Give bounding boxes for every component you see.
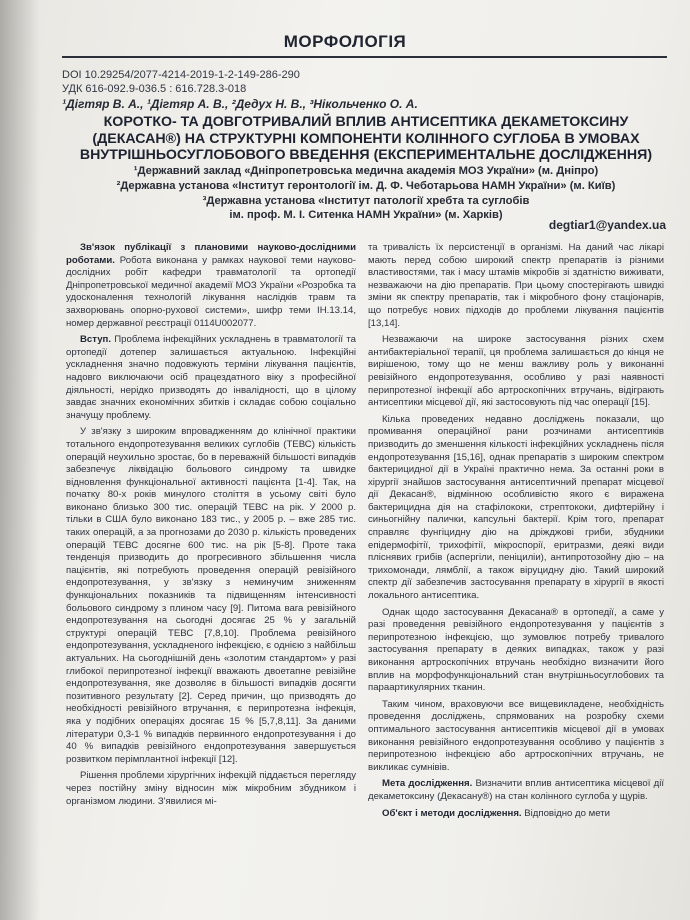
paper-title: КОРОТКО- ТА ДОВГОТРИВАЛИЙ ВПЛИВ АНТИСЕПТИКА ДЕКАМЕТОКСИНУ (ДЕКАСАН®) НА СТРУКТУРНІ КОМПОНЕНТИ КОЛІННОГО СУГЛОБА В УМОВАХ ВНУТРІШНЬОСУГЛОБОВОГО ВВЕДЕННЯ (ЕКСПЕРИМЕНТАЛЬНЕ ДОСЛІДЖЕННЯ) — [79, 114, 653, 163]
body-paragraph: Таким чином, враховуючи все вищевикладене, необхідність проведення досліджень, спрямованих на розробку схеми оптимального застосування антисептиків місцевої дії в умовах виконання ревізійного ендопротезування особливо у пацієнтів з перипротезною інфекцією або артроскопічних втручань, не викликає сумнівів. — [368, 698, 664, 773]
contact-email: degtiar1@yandex.ua — [548, 218, 666, 232]
udk-line: УДК 616-092.9-036.5 : 616.728.3-018 — [62, 83, 247, 95]
aim-text: Визначити вплив антисептика місцевої дії декаметоксину (Декасану®) на стан колінного суглоба у щурів. — [368, 778, 664, 802]
methods-paragraph — [368, 808, 664, 821]
body-paragraph: Незважаючи на широке застосування різних схем антибактеріальної терапії, ця проблема залишається до кінця не вирішеною, тому що не менш важливу роль у виконанні ревізійного ендопротезування, особливо у разі наявності перипротезної інфекції або артроскопічних втручань, відіграють антисептики місцевої дії, які застосовують під час операції [15]. — [368, 334, 664, 409]
affiliation-3: ³Державна установа «Інститут патології хребта та суглобів — [202, 195, 530, 207]
funding-paragraph — [66, 242, 356, 330]
body-paragraph: Кілька проведених недавно досліджень показали, що промивання операційної рани розчинами антисептиків призводить до зменшення кількості інфекційних ускладнень після ендопротезування [15,16], однак препаратів з широким спектром бактерицидної дії в Україні практично нема. За останні роки в хірургії знайшов застосування антисептичний препарат місцевої дії Декасан®, відмінною особливістю якого є виражена бактерицидна дія на стафілококи, стрептококи, дифтерійну і синьогнійну палички, капсульні бактерії. Крім того, препарат справляє фунгіцидну дію на дріжджові гриби, збудники епідермофітії, трихофітії, мікроспорії, еритразми, деякі види пліснявих грибів (аспергіли, пеніциліи), антипротозойну дію – на трихомонади, лямблії, а також віруцидну дію. Такий широкий спектр дії забезпечив застосування препарату в хірургії в якості локального антисептика. — [368, 413, 664, 602]
left-column — [66, 242, 356, 812]
body-paragraph: та тривалість їх персистенції в організмі. На даний час лікарі мають перед собою широкий спектр препаратів із різними властивостями, так і масу штамів мікробів зі здатністю виживати, незважаючи на дію препаратів. При цьому спостерігають швидкі зміни як спектру препаратів, так і мікробного фону стаціонарів, що потребує нових підходів до проблеми лікування пацієнтів [13,14]. — [368, 242, 664, 329]
body-paragraph: Рішення проблеми хірургічних інфекцій піддається перегляду через постійну зміну відносин між мікробним збудником і організмом людини. З'явилися мі- — [66, 770, 356, 807]
aim-lead: Мета дослідження. — [382, 778, 473, 790]
right-column — [368, 242, 664, 824]
aim-paragraph — [368, 778, 664, 803]
page-edge-shadow — [0, 0, 40, 920]
affiliation-3-cont: ім. проф. М. І. Ситенка НАМН України» (м. Харків) — [229, 209, 503, 221]
header-rule — [62, 56, 667, 58]
body-paragraph: У зв'язку з широким впровадженням до клінічної практики тотального ендопротезування великих суглобів (ТЕВС) кількість операцій неухильно зростає, бо в переважній більшості випадків забезпечує ліквідацію больового синдрому та швидке відновлення функціональної активності пацієнта [1-4]. Так, на початку 80-х років минулого століття в усьому світі було виконано близько 300 тис. операцій ТЕВС на рік. У 2000 р. тільки в США було виконано 183 тис., у 2005 р. – вже 285 тис. таких операцій, а за прогнозами до 2030 р. кількість проведених операцій ТЕВС досягне 600 тис. на рік [5-8]. Проте така тенденція призводить до прогресивного збільшення числа пацієнтів, які потребують проведення операцій ревізійного ендопротезування, у зв'язку з неминучим зниженням функціональних показників та підвищенням інтенсивності больового синдрому з плином часу [9]. Питома вага ревізійного ендопротезування на сьогодні досягає 25 % у загальній структурі операцій ТЕВС [7,8,10]. Проблема ревізійного ендопротезування, ускладненого інфекцією, є однією з найбільш актуальних. На сьогоднішній день «золотим стандартом» у разі глибокої перипротезної інфекції вважають двоетапне ревізійне ендопротезування, яке дозволяє в більшості випадків досягти позитивного результату [2]. Серед причин, що призводять до необхідності ревізійного втручання, є перипротезна інфекція, яка у подібних операціях досягає 15 % [5,7,8,11]. За даними літератури 0,3-1 % випадків первинного ендопротезування і до 40 % випадків ревізійного ендопротезування завершується розвитком перімплантної інфекції [12]. — [66, 426, 356, 765]
body-paragraph: Однак щодо застосування Декасана® в ортопедії, а саме у разі проведення ревізійного ендопротезування у пацієнтів з перипротезною інфекцією, що зумовлює потребу тривалого застосування препарату в деяких випадках, також у разі виконання артроскопічних втручань необхідно визначити його вплив на морфофункціональний стан внутрішньосуглобових та параартикулярних тканин. — [368, 606, 664, 694]
doi-line: DOI 10.29254/2077-4214-2019-1-2-149-286-290 — [62, 69, 300, 81]
affiliation-1: ¹Державний заклад «Дніпропетровська медична академія МОЗ України» (м. Дніпро) — [133, 165, 599, 177]
intro-paragraph — [66, 334, 356, 422]
funding-text: Робота виконана у рамках наукової теми науково-дослідних робіт кафедри травматології та ортопедії Дніпропетровської медичної академії МОЗ України «Розробка та удосконалення технологій лікування наслідків травм та захворювань опорно-рухової системи», шифр теми ІН.13.14, номер державної реєстрації 0114U002077. — [66, 254, 356, 329]
section-heading: МОРФОЛОГІЯ — [283, 32, 407, 51]
intro-lead: Вступ. — [80, 334, 111, 346]
funding-lead: Зв'язок публікації з плановими науково-дослідними роботами. — [66, 242, 356, 266]
affiliation-2: ²Державна установа «Інститут геронтології ім. Д. Ф. Чеботарьова НАМН України» (м. Київ) — [116, 180, 616, 192]
methods-text: Відповідно до мети — [521, 807, 611, 819]
methods-lead: Об'єкт і методи дослідження. — [382, 807, 522, 819]
author-list: ¹Дігтяр В. А., ¹Дігтяр А. В., ²Дедух Н. В., ³Нікольченко О. А. — [62, 97, 418, 111]
intro-text: Проблема інфекційних ускладнень в травматології та ортопедії дотепер залишається актуальною. Інфекційні ускладнення значно подовжують терміни лікування пацієнтів, надовго виключаючи осіб працездатного віку з професійної діяльності, нерідко призводять до інвалідності, що в цілому завдає значних економічних збитків і складає собою соціально значущу проблему. — [66, 334, 356, 421]
